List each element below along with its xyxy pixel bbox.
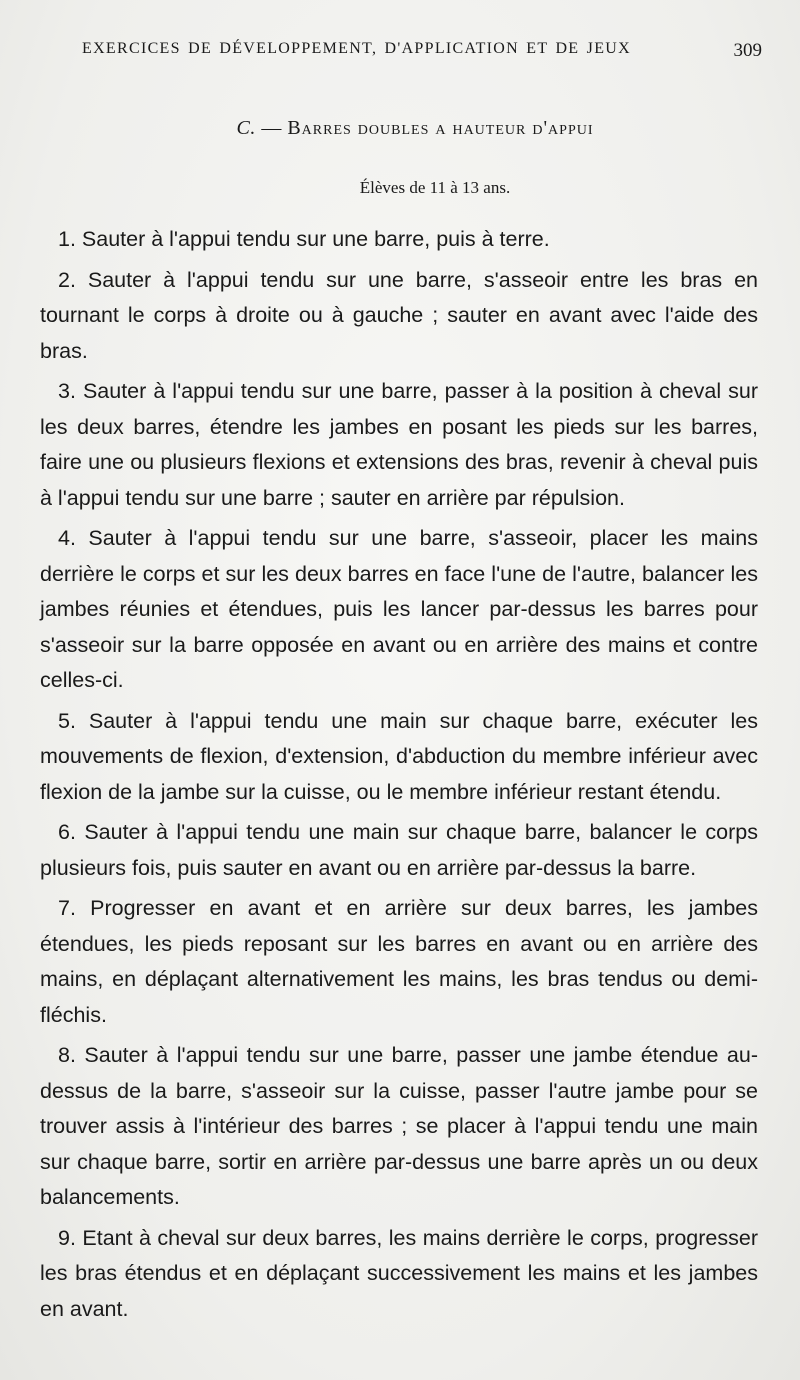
exercise-item-7: 7. Progresser en avant et en arrière sur deux barres, les jambes étendues, les pieds reposant sur les barres en avant ou en arrière des mains, en déplaçant alternativement les mains, les bras tendus ou demi-fléchis. <box>40 896 758 1027</box>
exercise-item-3: 3. Sauter à l'appui tendu sur une barre, passer à la position à cheval sur les deux barres, étendre les jambes en posant les pieds sur les barres, faire une ou plusieurs flexions et extensions des bras, revenir à cheval puis à l'appui tendu sur une barre ; sauter en arrière par répulsion. <box>40 379 758 510</box>
exercise-item-9: 9. Etant à cheval sur deux barres, les mains derrière le corps, progresser les bras étendus et en déplaçant successivement les mains et les jambes en avant. <box>40 1225 758 1321</box>
exercise-item-6: 6. Sauter à l'appui tendu une main sur chaque barre, balancer le corps plusieurs fois, puis sauter en avant ou en arrière par-dessus la barre. <box>40 820 758 880</box>
exercise-item-4: 4. Sauter à l'appui tendu sur une barre, s'asseoir, placer les mains derrière le corps et sur les deux barres en face l'une de l'autre, balancer les jambes réunies et étendues, puis les lancer par-dessus les barres pour s'asseoir sur la barre opposée en avant ou en arrière des mains et contre celles-ci. <box>40 526 758 692</box>
running-head <box>82 40 762 70</box>
age-subheading: Élèves de 11 à 13 ans. <box>359 178 511 197</box>
exercise-item-5: 5. Sauter à l'appui tendu une main sur chaque barre, exécuter les mouvements de flexion, d'extension, d'abduction du membre inférieur avec flexion de la jambe sur la cuisse, ou le membre inférieur restant étendu. <box>40 708 758 804</box>
exercise-item-8: 8. Sauter à l'appui tendu sur une barre, passer une jambe étendue au-dessus de la barre, s'asseoir sur la cuisse, passer l'autre jambe pour se trouver assis à l'intérieur des barres ; se placer à l'appui tendu une main sur chaque barre, sortir en arrière par-dessus une barre après un ou deux balancements. <box>40 1043 758 1209</box>
page-number: 309 <box>733 40 762 61</box>
exercise-list <box>40 222 758 1332</box>
section-heading <box>0 117 800 140</box>
section-title: Barres doubles a hauteur d'appui <box>287 117 594 139</box>
section-dash: — <box>261 117 282 139</box>
exercise-item-1: 1. Sauter à l'appui tendu sur une barre, puis à terre. <box>58 227 550 251</box>
exercise-item-2: 2. Sauter à l'appui tendu sur une barre, s'asseoir entre les bras en tournant le corps à droite ou à gauche ; sauter en avant avec l'aide des bras. <box>40 267 758 363</box>
running-title: EXERCICES DE DÉVELOPPEMENT, D'APPLICATION ET DE JEUX <box>82 40 631 57</box>
section-letter: C. <box>236 117 256 139</box>
